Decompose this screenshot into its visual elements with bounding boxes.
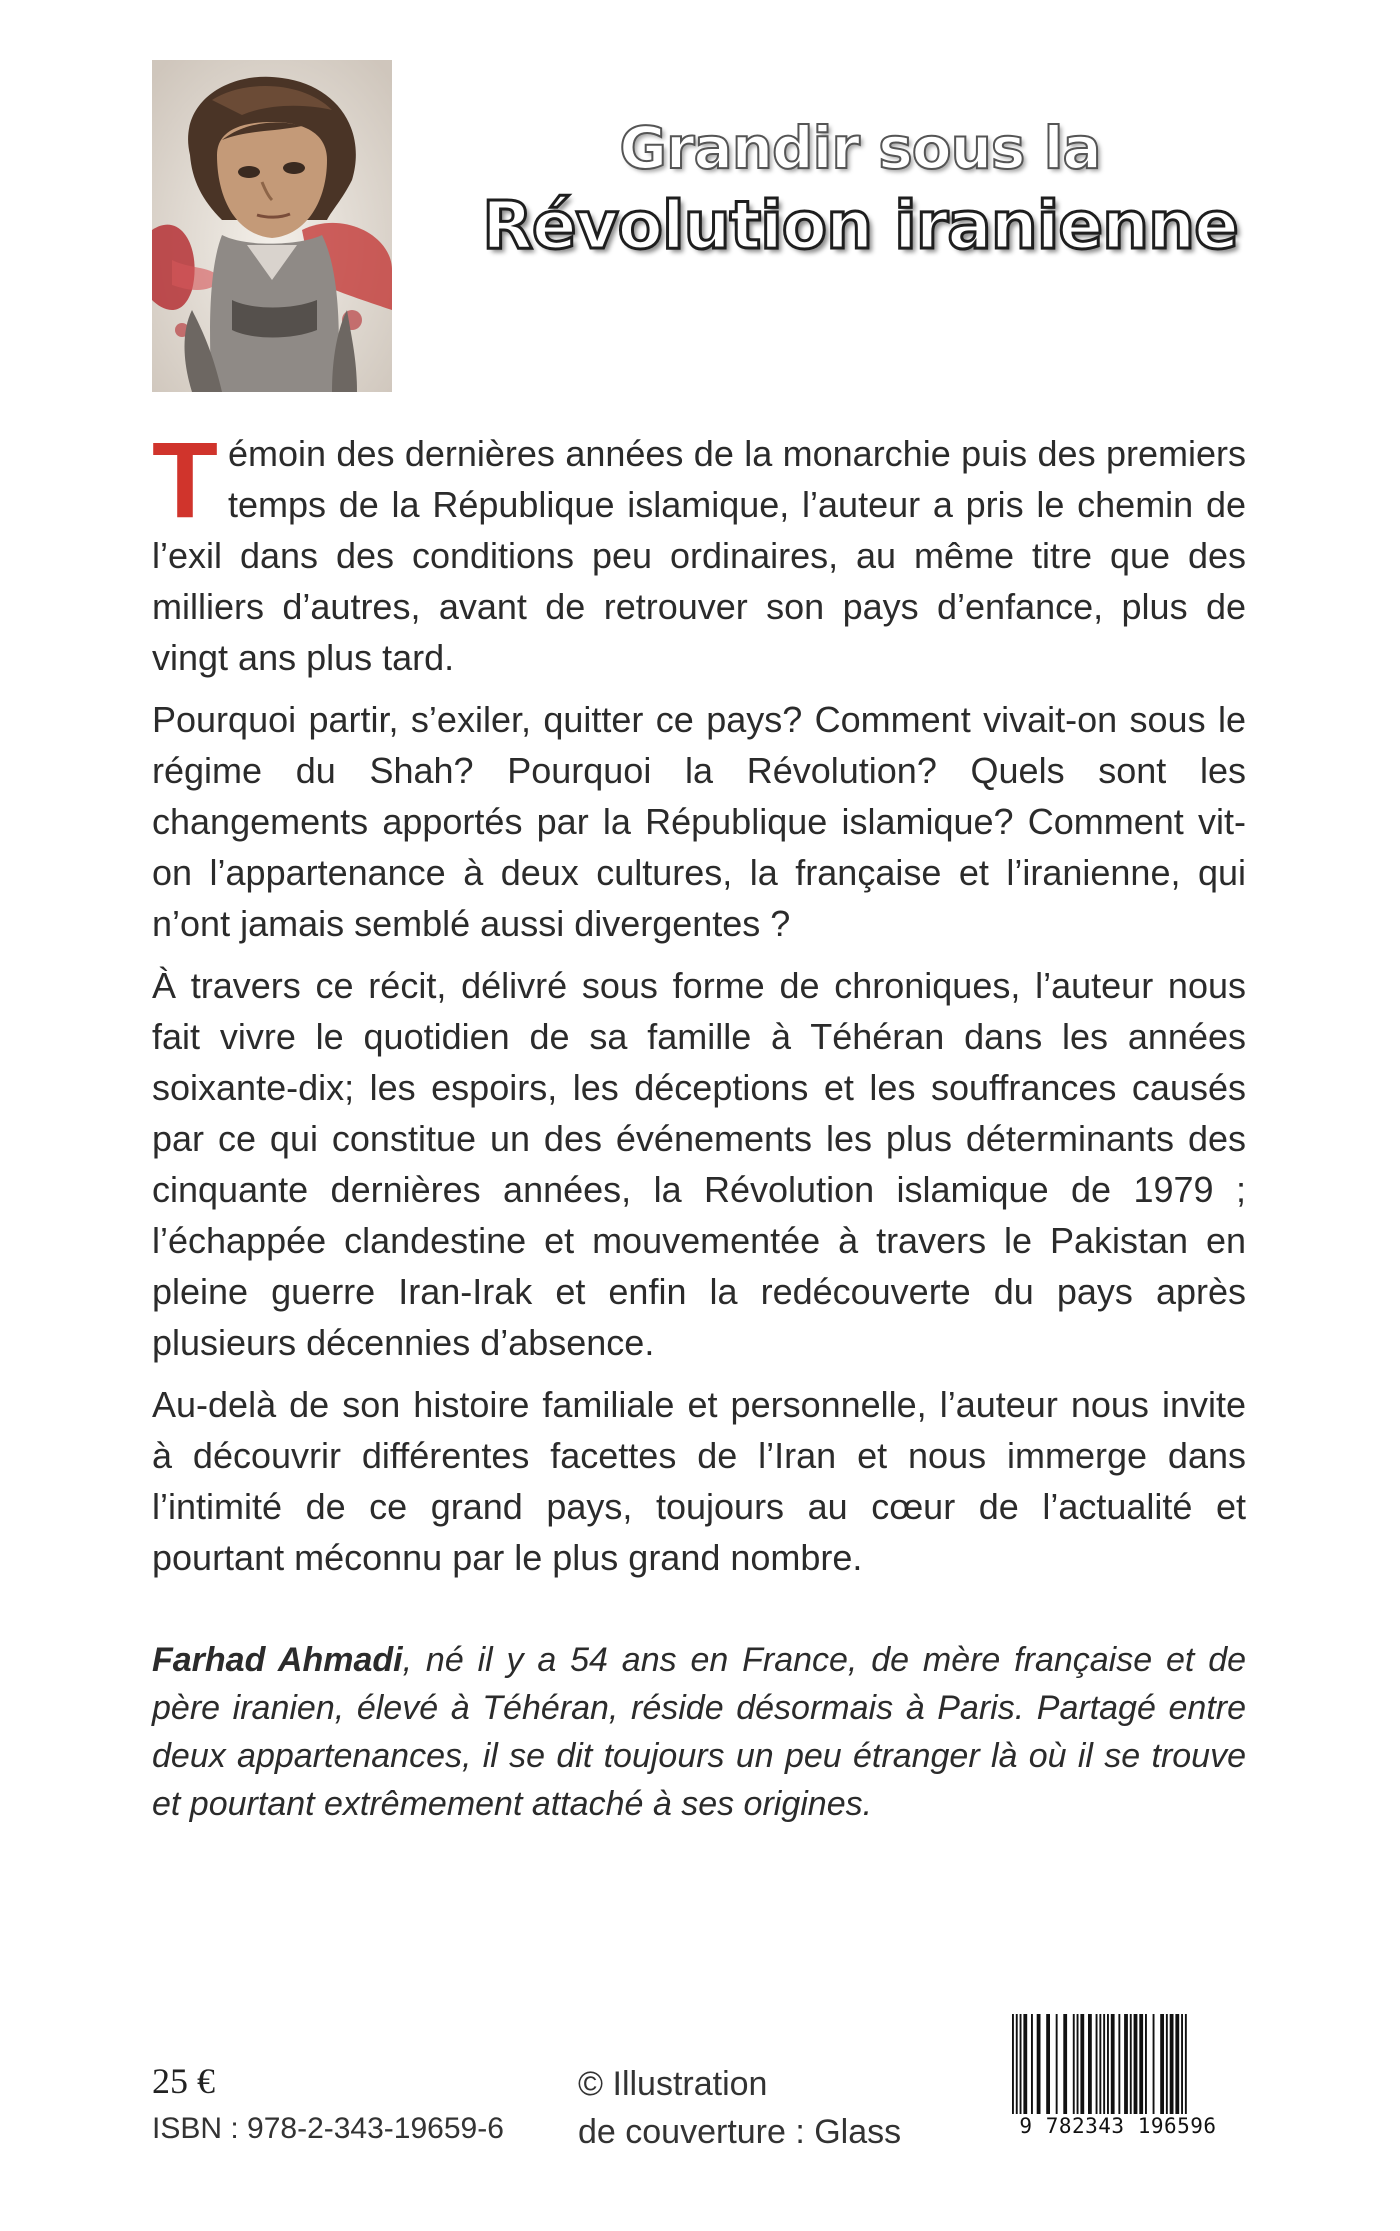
author-name: Farhad Ahmadi (152, 1641, 403, 1679)
price: 25 € (152, 2061, 215, 2101)
book-title (420, 112, 1300, 268)
barcode-bar (1012, 2014, 1014, 2114)
barcode-bar (1139, 2014, 1143, 2114)
credit-line-2: de couverture : Glass (578, 2113, 902, 2151)
synopsis-paragraph-3: À travers ce récit, délivré sous forme de chroniques, l’auteur nous fait vivre le quotidien de sa famille à Téhéran dans les années soixante-dix; les espoirs, les déceptions et les souffrances causés par ce qui constitue un des événements les plus déterminants des cinquante dernières années, la Révolution islamique de 1979 ; l’échappée clandestine et mouvementée à travers le Pakistan en pleine guerre Iran-Irak et enfin la redécouverte du pays après plusieurs décennies d’absence. (152, 965, 1246, 1363)
barcode-bar (1107, 2014, 1109, 2114)
barcode-bar (1073, 2014, 1075, 2114)
synopsis-paragraph-1-text: émoin des dernières années de la monarchie puis des premiers temps de la République islamique, l’auteur a pris le chemin de l’exil dans des conditions peu ordinaires, au même titre que des milliers d’autres, avant de retrouver son pays d’enfance, plus de vingt ans plus tard. (152, 433, 1246, 678)
barcode-bar (1063, 2014, 1067, 2114)
barcode-bar (1170, 2014, 1174, 2114)
barcode-bar (1145, 2014, 1147, 2114)
illustration-credit (578, 2060, 901, 2156)
author-bio (152, 1636, 1246, 1828)
barcode (1006, 2014, 1226, 2164)
barcode-bar (1103, 2014, 1105, 2114)
drop-cap: T (152, 419, 218, 540)
barcode-bar (1056, 2014, 1058, 2114)
barcode-bar (1175, 2014, 1179, 2114)
barcode-bar (1134, 2014, 1138, 2114)
author-bio-text: , né il y a 54 ans en France, de mère française et de père iranien, élevé à Téhéran, réside désormais à Paris. Partagé entre deux appartenances, il se dit toujours un peu étranger là où il se trouve et pourtant extrêmement attaché à ses origines. (152, 1641, 1247, 1823)
synopsis-paragraph-1 (152, 419, 1246, 683)
barcode-bar (1031, 2014, 1033, 2114)
barcode-bar (1020, 2014, 1022, 2114)
barcode-bar (1099, 2014, 1101, 2114)
barcode-bar (1181, 2014, 1183, 2114)
barcode-bar (1088, 2014, 1092, 2114)
barcode-bar (1046, 2014, 1050, 2114)
barcode-bar (1037, 2014, 1041, 2114)
child-portrait-illustration-icon (152, 60, 392, 392)
title-line-1: Grandir sous la (619, 114, 1101, 182)
barcode-number: 9 782343 196596 (1010, 2114, 1226, 2138)
synopsis-paragraph-4: Au-delà de son histoire familiale et personnelle, l’auteur nous invite à découvrir différentes facettes de l’Iran et nous immerge dans l’intimité de ce grand pays, toujours au cœur de l’actualité et pourtant méconnu par le plus grand nombre. (152, 1384, 1246, 1578)
barcode-bar (1153, 2014, 1155, 2114)
credit-line-1: © Illustration (578, 2065, 768, 2103)
synopsis-paragraph-2: Pourquoi partir, s’exiler, quitter ce pays? Comment vivait-on sous le régime du Shah? Pourquoi la Révolution? Quels sont les changements apportés par la République islamique? Comment vit-on l’appartenance à deux cultures, la française et l’iranienne, qui n’ont jamais semblé aussi divergentes ? (152, 699, 1246, 944)
synopsis (152, 419, 1246, 1594)
barcode-bar (1023, 2014, 1027, 2114)
barcode-bar (1080, 2014, 1084, 2114)
isbn: ISBN : 978-2-343-19659-6 (152, 2112, 504, 2145)
barcode-bar (1111, 2014, 1115, 2114)
cover-illustration (152, 60, 392, 392)
barcode-bar (1185, 2014, 1187, 2114)
barcode-bar (1016, 2014, 1018, 2114)
barcode-bar (1118, 2014, 1120, 2114)
barcode-bar (1130, 2014, 1132, 2114)
barcode-bar (1166, 2014, 1168, 2114)
barcode-bar (1096, 2014, 1098, 2114)
barcode-bar (1077, 2014, 1079, 2114)
title-line-2: Révolution iranienne (482, 187, 1238, 264)
barcode-bar (1124, 2014, 1128, 2114)
barcode-bar (1160, 2014, 1164, 2114)
